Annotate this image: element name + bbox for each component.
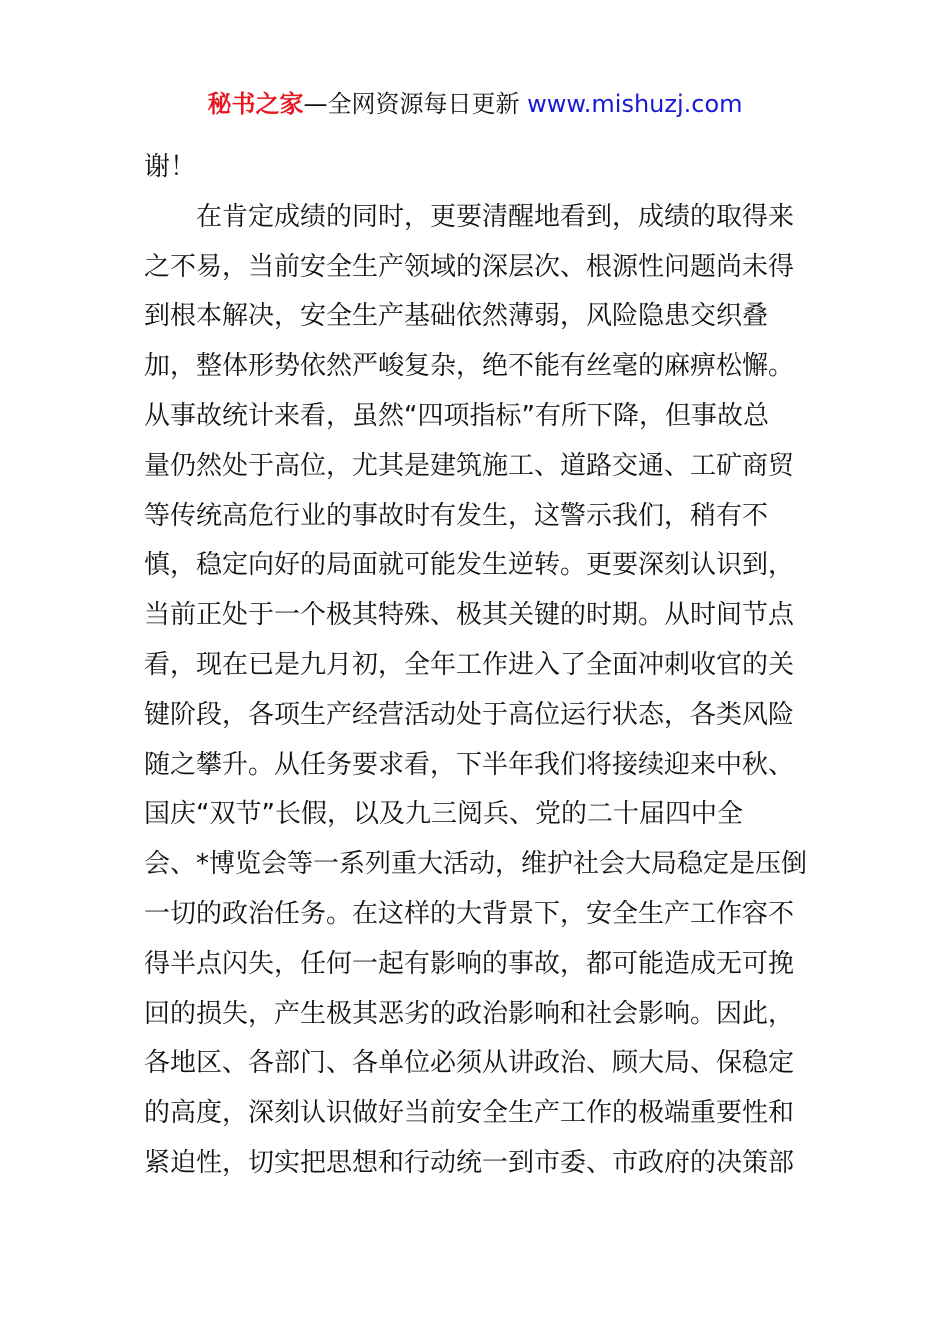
text-line: 各地区、各部门、各单位必须从讲政治、顾大局、保稳定 xyxy=(144,1048,795,1079)
text-line: 慎，稳定向好的局面就可能发生逆转。更要深刻认识到， xyxy=(144,550,795,581)
text-line: 在肯定成绩的同时，更要清醒地看到，成绩的取得来 xyxy=(144,201,795,232)
text-line: 得半点闪失，任何一起有影响的事故，都可能造成无可挽 xyxy=(144,948,795,979)
text-line: 随之攀升。从任务要求看，下半年我们将接续迎来中秋、 xyxy=(144,749,795,780)
text-line: 等传统高危行业的事故时有发生，这警示我们，稍有不 xyxy=(144,500,769,531)
text-line: 量仍然处于高位，尤其是建筑施工、道路交通、工矿商贸 xyxy=(144,450,795,481)
text-line: 从事故统计来看，虽然“四项指标”有所下降，但事故总 xyxy=(144,400,769,431)
brand-name: 秘书之家 xyxy=(207,90,304,118)
text-line: 国庆“双节”长假，以及九三阅兵、党的二十届四中全 xyxy=(144,799,743,830)
text-line: 之不易，当前安全生产领域的深层次、根源性问题尚未得 xyxy=(144,251,795,282)
text-line: 回的损失，产生极其恶劣的政治影响和社会影响。因此， xyxy=(144,998,795,1029)
text-line: 一切的政治任务。在这样的大背景下，安全生产工作容不 xyxy=(144,898,795,929)
text-line: 键阶段，各项生产经营活动处于高位运行状态，各类风险 xyxy=(144,699,795,730)
header-tagline: —全网资源每日更新 xyxy=(303,90,528,118)
text-line: 谢！ xyxy=(144,152,197,182)
text-line: 当前正处于一个极其特殊、极其关键的时期。从时间节点 xyxy=(144,600,795,631)
text-line: 到根本解决，安全生产基础依然薄弱，风险隐患交织叠 xyxy=(144,301,769,332)
site-url-link[interactable]: www.mishuzj.com xyxy=(527,90,743,118)
text-line: 的高度，深刻认识做好当前安全生产工作的极端重要性和 xyxy=(144,1098,795,1129)
text-line: 加，整体形势依然严峻复杂，绝不能有丝毫的麻痹松懈。 xyxy=(144,351,795,382)
document-body xyxy=(144,143,808,1189)
text-line: 看，现在已是九月初，全年工作进入了全面冲刺收官的关 xyxy=(144,649,795,680)
text-line: 紧迫性，切实把思想和行动统一到市委、市政府的决策部 xyxy=(144,1147,795,1178)
page-header xyxy=(0,86,950,122)
text-line: 会、*博览会等一系列重大活动，维护社会大局稳定是压倒 xyxy=(144,849,808,880)
